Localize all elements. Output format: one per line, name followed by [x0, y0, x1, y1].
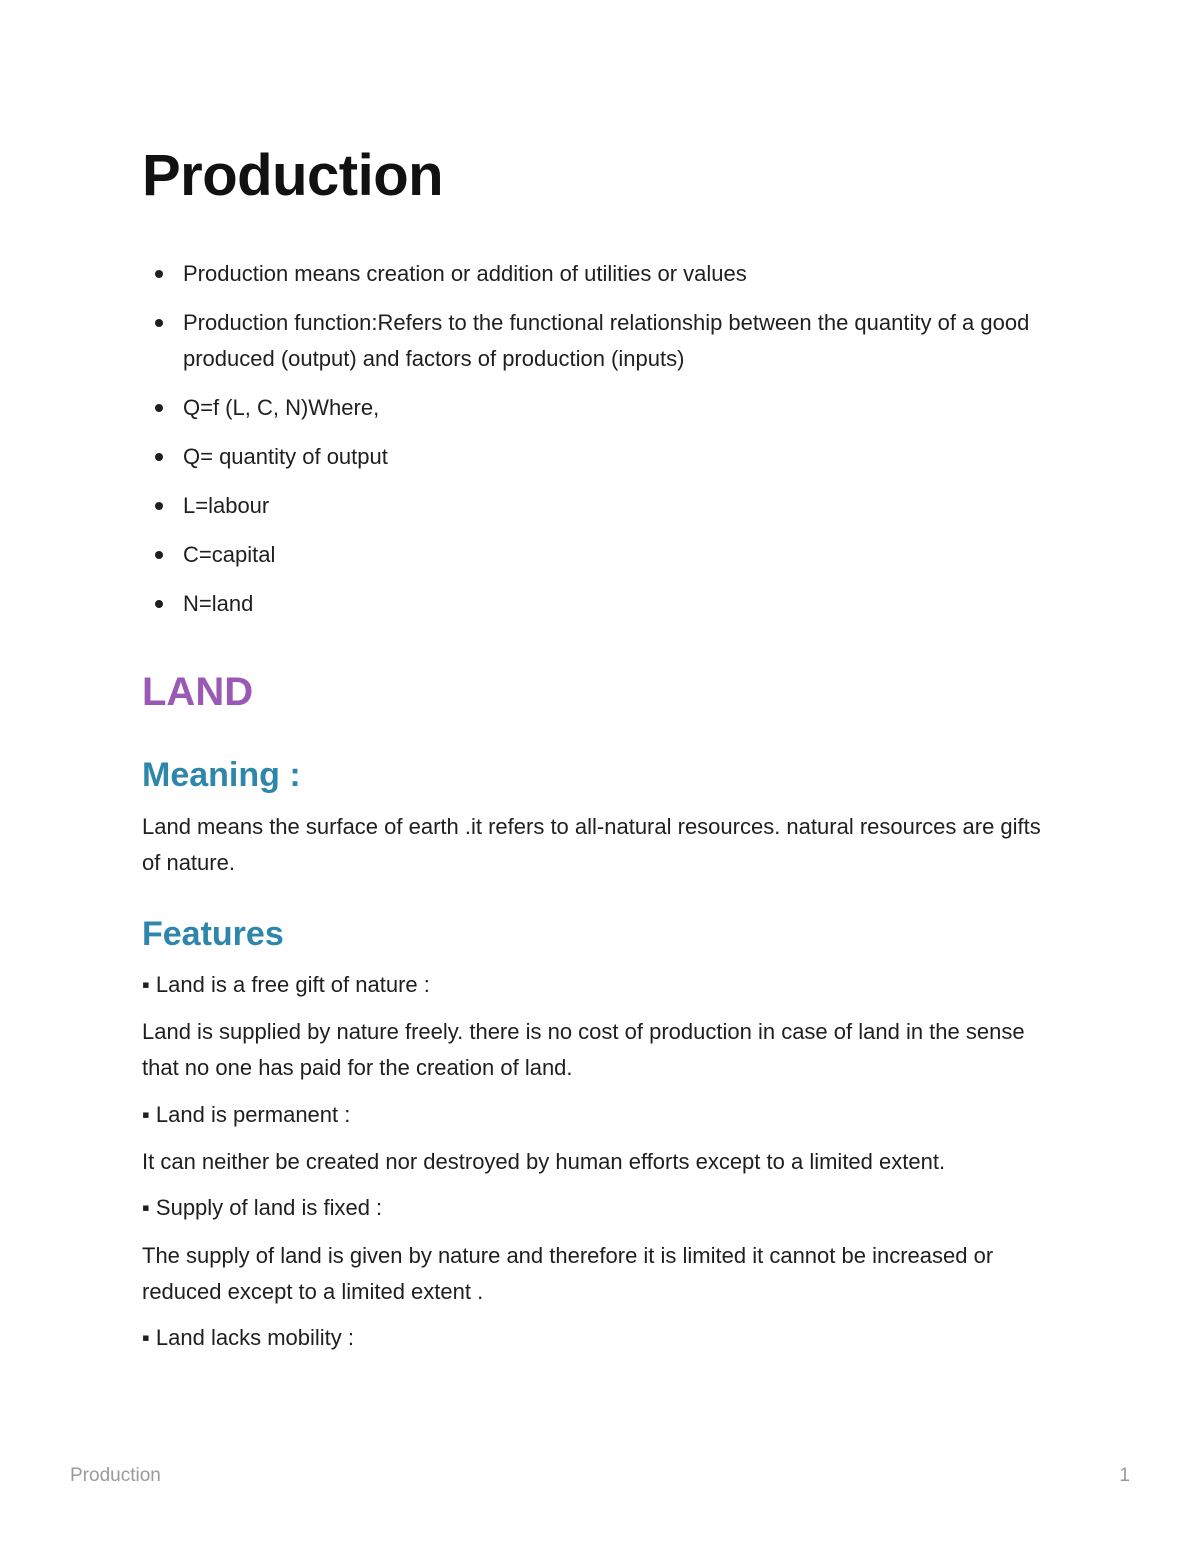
features-heading: Features	[142, 915, 284, 953]
feature-text-free-gift: Land is supplied by nature freely. there is no cost of production in case of land in the sense that no one has paid for the creation of land.	[142, 1019, 1025, 1080]
list-item: Production function:Refers to the functional relationship between the quantity of a good produced (output) and factors of production (inputs)	[142, 305, 1052, 377]
meaning-paragraph: Land means the surface of earth .it refers to all-natural resources. natural resources are gifts of nature.	[142, 814, 1041, 875]
list-item: C=capital	[142, 537, 1052, 573]
footer-page-number: 1	[1119, 1465, 1130, 1486]
feature-title-fixed-supply: ▪ Supply of land is fixed :	[142, 1195, 383, 1220]
list-item: Production means creation or addition of utilities or values	[142, 256, 1052, 292]
list-item: Q=f (L, C, N)Where,	[142, 390, 1052, 426]
feature-title-free-gift: ▪ Land is a free gift of nature :	[142, 972, 430, 997]
list-item: Q= quantity of output	[142, 439, 1052, 475]
feature-title-mobility: ▪ Land lacks mobility :	[142, 1325, 354, 1350]
meaning-heading: Meaning :	[142, 756, 301, 794]
page-title: Production	[142, 143, 444, 208]
bullet-dot-icon	[155, 404, 163, 412]
feature-text-permanent: It can neither be created nor destroyed by human efforts except to a limited extent.	[142, 1149, 946, 1174]
land-heading: LAND	[142, 670, 254, 714]
bullet-dot-icon	[155, 502, 163, 510]
feature-text-fixed-supply: The supply of land is given by nature and therefore it is limited it cannot be increased or reduced except to a limited extent .	[142, 1243, 994, 1304]
bullet-dot-icon	[155, 600, 163, 608]
bullet-dot-icon	[155, 551, 163, 559]
list-item: N=land	[142, 586, 1052, 622]
bullet-list	[142, 256, 1052, 635]
list-item: L=labour	[142, 488, 1052, 524]
bullet-dot-icon	[155, 453, 163, 461]
bullet-dot-icon	[155, 319, 163, 327]
footer-doc-title: Production	[70, 1465, 161, 1486]
bullet-dot-icon	[155, 270, 163, 278]
feature-title-permanent: ▪ Land is permanent :	[142, 1102, 351, 1127]
